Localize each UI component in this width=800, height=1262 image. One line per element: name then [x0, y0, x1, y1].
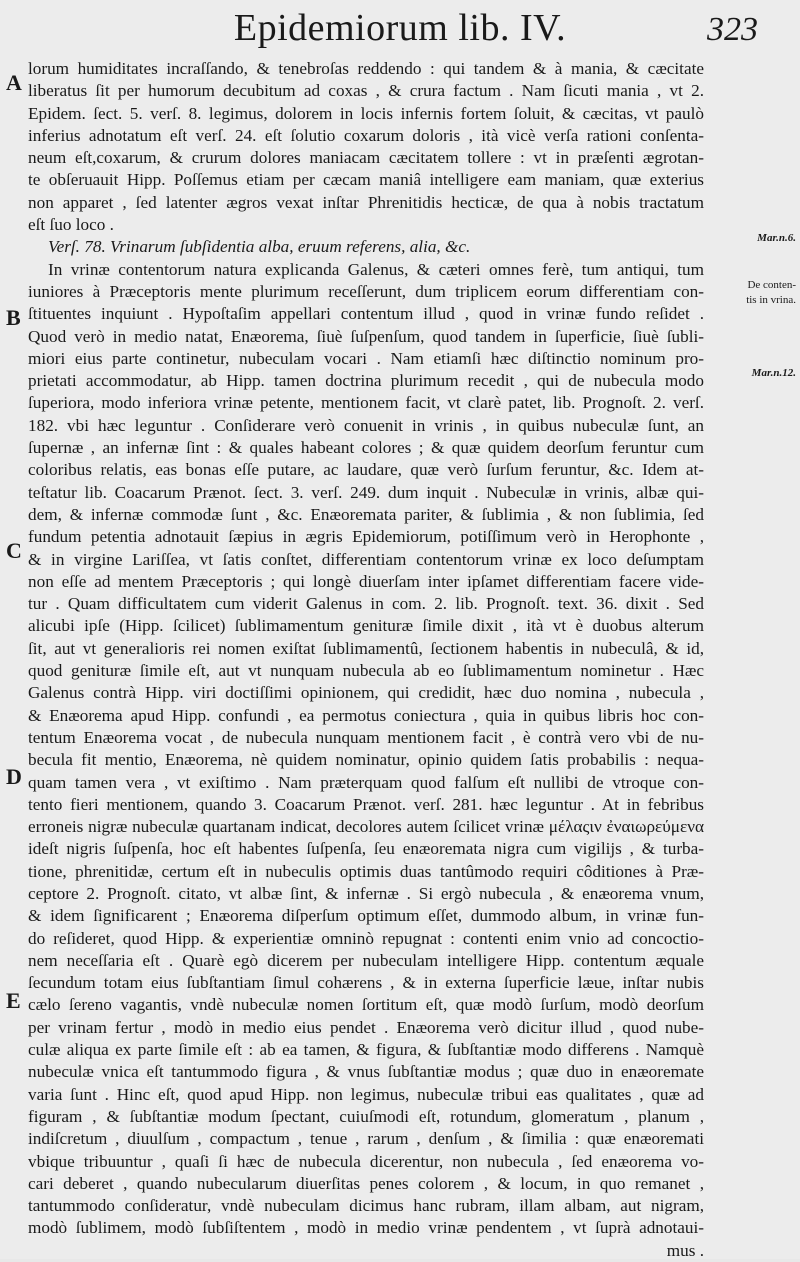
- text-line: coloribus relatis, eas bonas eſſe putare, ac laudare, quæ verò ſurſum feruntur, &c. Idem at-: [28, 460, 704, 480]
- text-line: prietati accommodatur, ab Hipp. tamen doctrina plurimum recedit , qui de nubecula modo: [28, 371, 704, 391]
- margin-note-mar-6: Mar.n.6.: [757, 232, 796, 244]
- text-line: mus .: [666, 1240, 704, 1260]
- text-line: te obſeruauit Hipp. Poſſemus etiam per cæcam maniâ intelligere eam maniam, quæ exterius: [28, 170, 704, 190]
- text-line: quam tamen vera , vt exiſtimo . Nam præterquam quod falſum eſt nullibi de vtroque con-: [28, 772, 704, 792]
- text-line: ſtituentes inquiunt . Hypoſtaſim appellari contentum illud , quod in vrinæ fundo reſidet .: [28, 304, 704, 324]
- text-line: Epidem. ſect. 5. verſ. 8. legimus, dolorem in locis infernis fortem ſoluit, & cæcitas, vt paulò: [28, 103, 704, 123]
- text-line: tione, phrenitidæ, certum eſt in nubeculis optimis duas tantûmodo requiri côditiones à Præ-: [28, 861, 704, 881]
- text-line: inferius adnotatum eſt verſ. 24. eſt ſolutio coxarum doloris , ità vicè verſa rationi conſenta-: [28, 125, 704, 145]
- text-line: nem neceſſaria eſt . Quarè egò dicerem per nubeculam intelligere Hipp. contentum æquale: [28, 950, 704, 970]
- body-text: [28, 58, 704, 1262]
- text-line: ſecundum totam eius ſubſtantiam ſimul cohærens , & in externa ſuperficie læue, inſtar nubis: [28, 973, 704, 993]
- text-line: Verſ. 78. Vrinarum ſubſidentia alba, eruum referens, alia, &c.: [48, 237, 471, 257]
- margin-letter-a: A: [6, 70, 22, 95]
- text-line: cari deberet , quando nubecularum diuerſitas penes colorem , & locum, in quo remanet ,: [28, 1173, 704, 1193]
- text-line: In vrinæ contentorum natura explicanda Galenus, & cæteri omnes ferè, tum antiqui, tum: [48, 259, 704, 279]
- text-line: do reſideret, quod Hipp. & experientiæ omninò repugnat : contenti enim vnio ad concoctio-: [28, 928, 704, 948]
- text-line: & idem ſignificarent ; Enæorema diſperſum optimum eſſet, dummodo album, in vrinæ fun-: [28, 906, 704, 926]
- text-line: tantummodo conſideratur, vndè nubeculam dicimus hanc rubram, illam albam, aut nigram,: [28, 1196, 704, 1216]
- text-line: cælo ſereno vagantis, vndè nubeculæ nomen ſortitum eſt, quæ modò ſurſum, modò deorſum: [28, 995, 704, 1015]
- text-line: ſuperiora, modo inferiora vrinæ petente, mentionem facit, vt clarè patet, lib. Prognoſt. 2. verſ.: [28, 393, 704, 413]
- text-line: liberatus ſit per humorum decubitum ad coxas , & crura factum . Nam ſicuti mania , vt 2.: [28, 81, 704, 101]
- text-line: varia ſunt . Hinc eſt, quod apud Hipp. non legimus, nubeculæ tribui eas qualitates , quæ ad: [28, 1084, 704, 1104]
- text-line: neum eſt,coxarum, & crurum dolores maniacam cæcitatem tollere : vt in præſenti ægrotan-: [28, 148, 704, 168]
- text-line: indiſcretum , diuulſum , compactum , tenue , rarum , denſum , & ſimilia : quæ enæoremati: [28, 1129, 704, 1149]
- text-line: vbique tribuuntur , quaſi ſi hæc de nubecula dicerentur, non nubecula , ſed enæorema vo-: [28, 1151, 704, 1171]
- text-line: nubeculæ vnica eſt tantummodo figura , & vnus ſubſtantiæ modus ; quæ duo in enæoremate: [28, 1062, 704, 1082]
- text-line: Quod verò in medio natat, Enæorema, ſiuè ſuſpenſum, quod tandem in ſuperficie, ſiuè ſubli-: [28, 326, 704, 346]
- text-line: becula fit mentio, Enæorema, nè quidem nominatur, opinio quidem ſatis probabilis : nequa-: [28, 750, 704, 770]
- text-line: ſupernæ , an infernæ ſint : & quales habeant colores ; & quæ quidem deorſum feruntur cum: [28, 438, 704, 458]
- text-line: fundum petentia adnotauit ſæpius in ægris Epidemiorum, potiſſimum verò in Herophonte ,: [28, 527, 704, 547]
- margin-note-de-contentis-2: tis in vrina.: [746, 294, 796, 306]
- margin-letter-c: C: [6, 538, 22, 563]
- text-line: non apparet , ſed latenter ægros vexat inſtar Phrenitidis hecticæ, de qua à nobis tractatum: [28, 192, 704, 212]
- text-line: figuram , & ſubſtantiæ modum ſpectant, cuiuſmodi eſt, rotundum, glomeratum , planum ,: [28, 1106, 704, 1126]
- text-line: & in virgine Lariſſea, vt ſatis conſtet, differentiam contentorum vrinæ ex loco deſumptam: [28, 549, 704, 569]
- margin-note-mar-12: Mar.n.12.: [751, 367, 796, 379]
- text-line: ceptore 2. Prognoſt. citato, vt albæ ſint, & infernæ . Si ergò nubecula , & enæorema vnum,: [28, 883, 704, 903]
- page-number: 323: [707, 11, 758, 48]
- margin-letter-d: D: [6, 764, 22, 789]
- text-line: erroneis nigræ nubeculæ quartanam indicat, decolores autem ſcilicet vrinæ μέλαςιν ἐναιωρεύμενα: [28, 817, 704, 837]
- text-line: culæ aliqua ex parte ſimile eſt : ab ea tamen, & figura, & ſubſtantiæ modo differens . Namquè: [28, 1040, 704, 1060]
- text-line: tur . Quam difficultatem cum viderit Galenus in com. 2. lib. Prognoſt. text. 36. dixit . Sed: [28, 594, 704, 614]
- text-line: ſit, aut vt generalioris rei nomen exiſtat ſublimamentû, ſectionem habentis in nubeculâ, & id,: [28, 638, 704, 658]
- text-line: iuniores à Præceptoris mente plurimum receſſerunt, dum triplicem eorum differentiam con-: [28, 281, 704, 301]
- text-line: lorum humiditates incraſſando, & tenebroſas reddendo : qui tandem & à mania, & cæcitate: [28, 59, 704, 78]
- text-line: eſt ſuo loco .: [28, 215, 114, 235]
- text-line: modò ſublimem, modò ſubſiſtentem , modò in medio vrinæ pendentem , vt ſuprà adnotaui-: [28, 1218, 704, 1238]
- text-line: teſtatur lib. Coacarum Prænot. ſect. 3. verſ. 249. dum inquit . Nubeculæ in vrinis, albæ qui-: [28, 482, 704, 502]
- text-line: non eſſe ad mentem Præceptoris ; qui longè diuerſam inter ipſamet differentiam facere vide-: [28, 571, 704, 591]
- text-line: quod genituræ ſimile eſt, aut vt nunquam nubecula ab eo ſublimamentum nominetur . Hæc: [28, 661, 704, 681]
- text-line: per vrinam fertur , modò in medio eius pendet . Enæorema verò dicitur illud , quod nube-: [28, 1017, 704, 1037]
- text-line: dem, & infernæ commodæ ſunt , &c. Enæoremata pariter, & ſublimia , & non ſublimia, ſed: [28, 504, 704, 524]
- text-line: Galenus contrà Hipp. viri doctiſſimi opinionem, qui credidit, hæc duo nomina , nubecula ,: [28, 683, 704, 703]
- text-line: tento fieri mentionem, quando 3. Coacarum Prænot. verſ. 281. hæc leguntur . At in febribus: [28, 794, 704, 814]
- margin-letter-e: E: [6, 988, 21, 1013]
- text-line: miori eius parte continetur, nubeculam vocari . Nam etiamſi hæc diſtinctio nominum pro-: [28, 348, 704, 368]
- text-line: ideſt nigris ſuſpenſa, hoc eſt habentes ſuſpenſa, ſeu enæoremata nigra cum vigilijs , & turba-: [28, 839, 704, 859]
- text-line: tentum Enæorema vocat , de nubecula nunquam mentionem facit , è contrà vero vbi de nu-: [28, 727, 704, 747]
- margin-letter-b: B: [6, 305, 21, 330]
- text-line: 182. vbi hæc leguntur . Conſiderare verò conuenit in vrinis , in quibus nubeculæ ſunt, an: [28, 415, 704, 435]
- text-line: alicubi ipſe (Hipp. ſcilicet) ſublimamentum genituræ ſimile dixit , ità vt è duobus alterum: [28, 616, 704, 636]
- running-head-title: Epidemiorum lib. IV.: [233, 7, 567, 49]
- text-line: & Enæorema apud Hipp. confundi , ea permotus coniectura , quia in quibus libris hoc con-: [28, 705, 704, 725]
- margin-note-de-contentis-1: De conten-: [747, 279, 796, 291]
